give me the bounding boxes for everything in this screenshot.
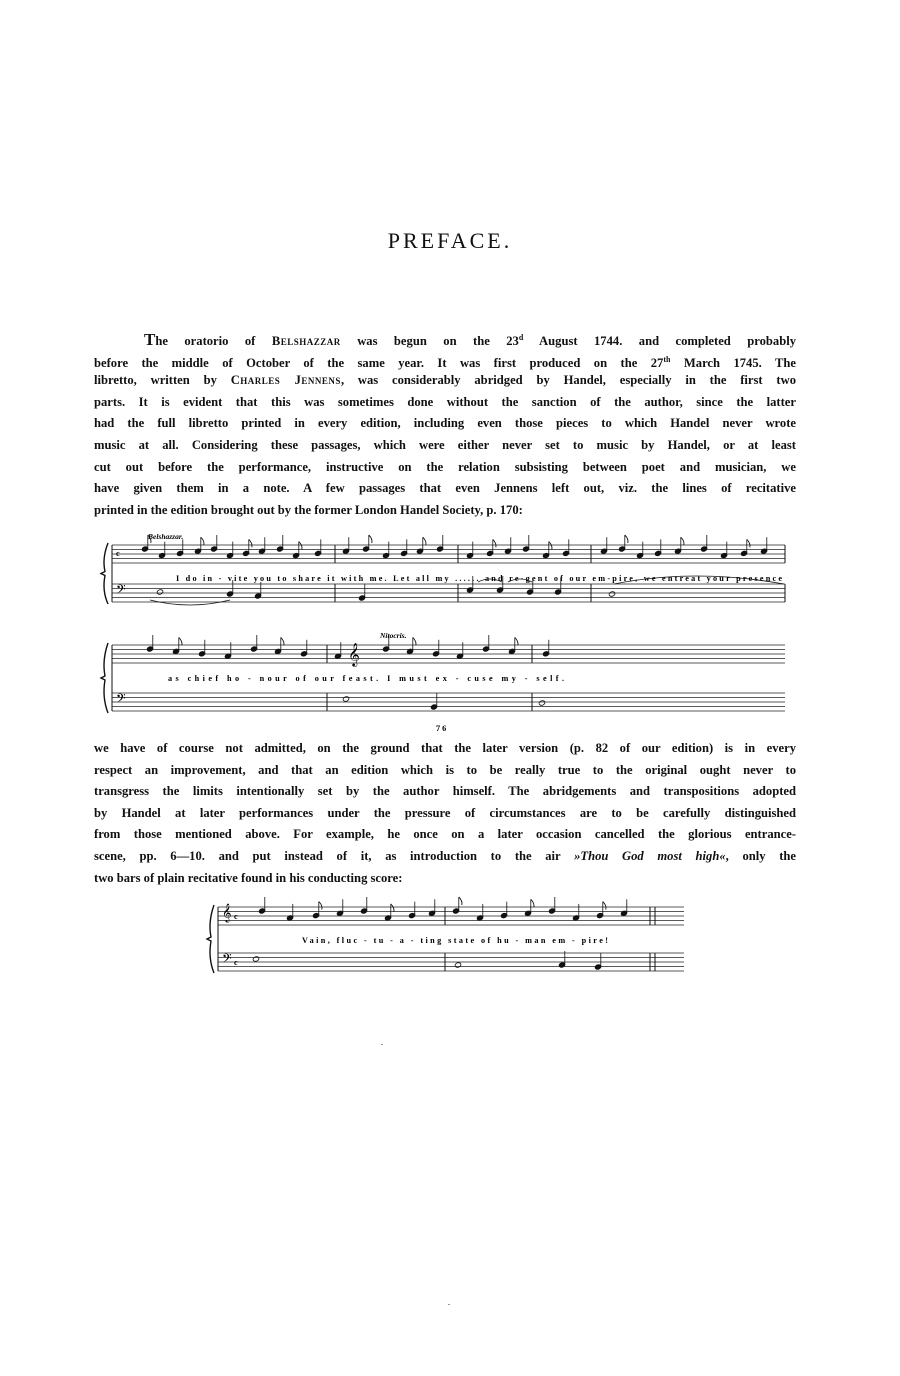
system-brace <box>101 643 108 713</box>
print-speck <box>448 1304 450 1305</box>
bass-clef: 𝄢 <box>116 582 126 600</box>
lyric-line: Vain, fluc - tu - a - ting state of hu - man em - pire! <box>302 936 608 945</box>
note-flag <box>413 637 416 645</box>
text-line: respect an improvement, and that an edition which is to be really true to the original ought never to <box>94 762 796 777</box>
time-signature: c <box>116 549 120 558</box>
text-line: two bars of plain recitative found in his conducting score: <box>94 870 403 885</box>
bass-clef: 𝄢 <box>116 691 126 709</box>
preface-paragraph-2 <box>94 738 796 889</box>
system-brace <box>101 543 108 604</box>
lyric-line: as chief ho - nour of our feast. I must ex - cuse my - self. <box>168 674 564 683</box>
time-signature: c <box>234 958 238 967</box>
page-title: PREFACE. <box>387 228 513 253</box>
note-flag <box>549 542 552 550</box>
note-flag <box>515 637 518 645</box>
note-flag <box>281 637 284 645</box>
note-flag <box>423 537 426 545</box>
text-line: libretto, written by Charles Jennens, was considerably abridged by Handel, especially in the first two <box>94 373 796 388</box>
text-line: we have of course not admitted, on the ground that the later version (p. 82 of our edition) is in every <box>94 741 796 755</box>
note-flag <box>299 542 302 550</box>
note-flag <box>319 902 322 910</box>
note-flag <box>531 899 534 907</box>
note-head <box>342 696 349 702</box>
time-signature: c <box>234 912 238 921</box>
tie <box>150 600 230 605</box>
voice-label: Nitocris. <box>380 631 407 640</box>
text-line: before the middle of October of the same year. It was first produced on the 27th March 1745. The <box>94 354 796 370</box>
text-line: The oratorio of Belshazzar was begun on the 23$^d$ August 1744. and completed probably <box>144 330 796 349</box>
note-flag <box>603 902 606 910</box>
note-flag <box>391 904 394 912</box>
note-flag <box>625 535 628 543</box>
note-flag <box>681 537 684 545</box>
text-line: by Handel at later performances under the pressure of circumstances are to be carefully distinguished <box>94 805 796 820</box>
note-flag <box>369 535 372 543</box>
voice-label: Belshazzar. <box>148 532 184 541</box>
note-flag <box>493 539 496 547</box>
treble-clef: 𝄞 <box>348 642 360 666</box>
note-flag <box>249 539 252 547</box>
text-line: parts. It is evident that this was sometimes done without the sanction of the author, since the latter <box>94 394 796 409</box>
text-line: cut out before the performance, instructive on the relation subsisting between poet and musician, we <box>94 459 796 474</box>
note-head <box>156 589 163 595</box>
text-line: had the full libretto printed in every edition, including even those pieces to which Handel never wrote <box>94 416 796 431</box>
note-flag <box>459 897 462 905</box>
note-flag <box>201 537 204 545</box>
note-head <box>454 962 461 968</box>
treble-clef: 𝄞 <box>222 903 232 922</box>
print-speck <box>381 1044 383 1045</box>
note-head <box>538 700 545 706</box>
text-line: have given them in a note. A few passages that even Jennens left out, viz. the lines of recitative <box>94 481 796 496</box>
text-line: scene, pp. 6—10. and put instead of it, as introduction to the air »Thou God most high«, only the <box>94 848 796 863</box>
bass-clef: 𝄢 <box>222 951 232 969</box>
figured-bass: 7 6 <box>436 724 447 733</box>
note-flag <box>179 637 182 645</box>
note-head <box>252 956 259 962</box>
lyric-line: I do in - vite you to share it with me. Let all my ...... and re-gent of our em-pire, we entreat your presence <box>176 574 782 583</box>
text-line: from those mentioned above. For example, he once on a later occasion cancelled the glorious entrance- <box>94 827 796 842</box>
note-flag <box>747 539 750 547</box>
text-line: music at all. Considering these passages, which were either never set to music by Handel, or at least <box>94 437 796 452</box>
note-head <box>608 591 615 597</box>
text-line: printed in the edition brought out by the former London Handel Society, p. 170: <box>94 502 523 517</box>
text-line: transgress the limits intentionally set by the author himself. The abridgements and transpositions adopted <box>94 784 796 799</box>
system-brace <box>207 905 214 973</box>
